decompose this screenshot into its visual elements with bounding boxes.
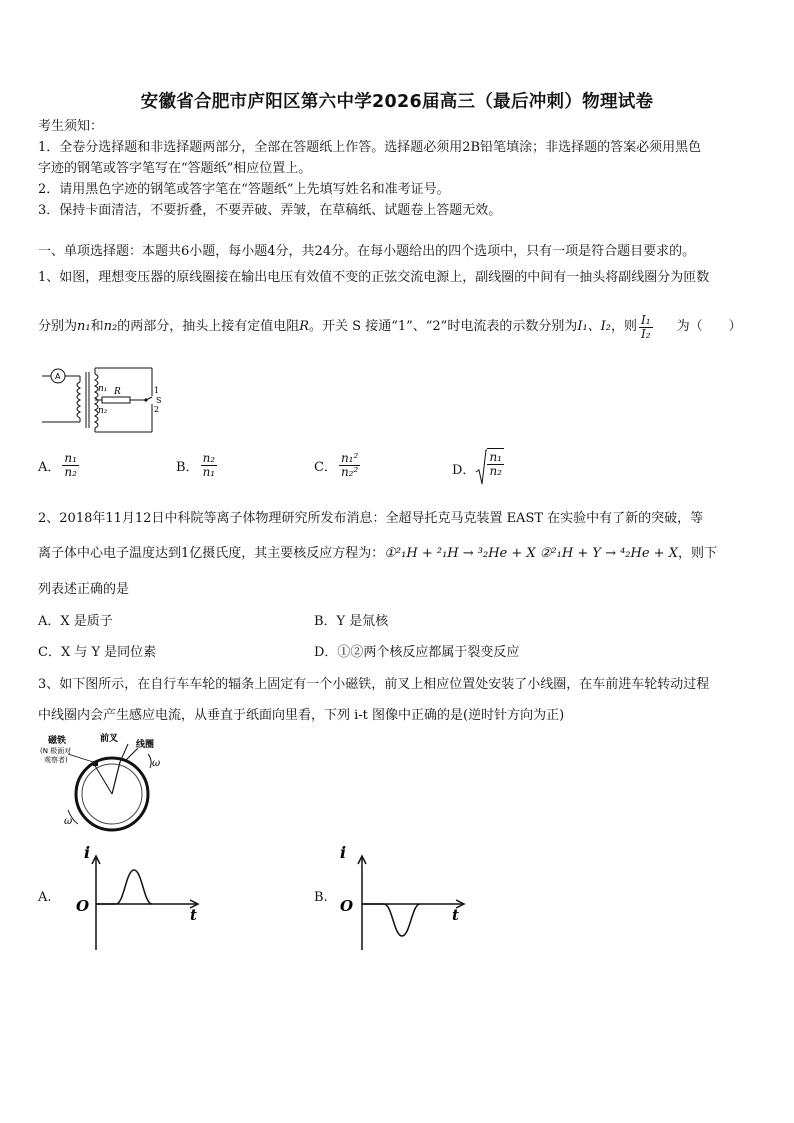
q2-text: ，则下 bbox=[677, 546, 717, 561]
ammeter-label: A bbox=[55, 372, 61, 381]
q2-option-c[interactable]: C．X 与 Y 是同位素 bbox=[38, 645, 157, 660]
omega-label: ω bbox=[152, 758, 161, 769]
q1-text: 分别为 bbox=[38, 319, 78, 334]
front-fork bbox=[112, 762, 120, 794]
transformer-circuit-figure bbox=[38, 360, 168, 435]
notice-item-3: 3．保持卡面清洁，不要折叠，不要弄破、弄皱，在草稿纸、试题卷上答题无效。 bbox=[38, 203, 502, 218]
q3-graph-b[interactable] bbox=[336, 842, 476, 952]
sqrt-expression bbox=[475, 448, 506, 488]
q2-stem-line1: 2、2018年11月12日中科院等离子体物理研究所发布消息：全超导托克马克装置 EAST 在实验中有了新的突破，等 bbox=[38, 511, 704, 526]
q2-option-b[interactable]: B．Y 是氚核 bbox=[314, 614, 389, 629]
option-num: n₁ bbox=[64, 451, 77, 465]
i-axis-label: i bbox=[340, 843, 347, 862]
switch-s-label: S bbox=[156, 396, 162, 405]
fork-label: 前叉 bbox=[100, 734, 119, 744]
option-den: n₁ bbox=[202, 465, 216, 479]
q1-option-c[interactable] bbox=[314, 452, 362, 479]
option-label: C． bbox=[314, 460, 337, 475]
q1-r: R bbox=[299, 319, 310, 334]
notice-heading: 考生须知： bbox=[38, 119, 104, 134]
q1-ratio-num: I₁ bbox=[641, 312, 651, 327]
q2-option-a[interactable]: A．X 是质子 bbox=[38, 614, 113, 629]
n1-label: n₁ bbox=[98, 384, 108, 394]
option-fraction bbox=[201, 452, 218, 479]
option-num: n₁² bbox=[340, 451, 359, 465]
notice-item-1-cont: 字迹的钢笔或答字笔写在“答题纸”相应位置上。 bbox=[38, 161, 312, 176]
reaction-equation-1: ①²₁H + ²₁H → ³₂He + X bbox=[384, 546, 536, 561]
origin-label: O bbox=[340, 897, 354, 915]
option-num: n₂ bbox=[202, 451, 216, 465]
q2-stem-line3: 列表述正确的是 bbox=[38, 582, 130, 597]
reaction-equation-2: ②²₁H + Y → ⁴₂He + X bbox=[539, 546, 678, 561]
q3-stem-line1: 3、如下图所示，在自行车车轮的辐条上固定有一个小磁铁，前叉上相应位置处安装了小线圈，在车前进车轮转动过程 bbox=[38, 677, 710, 692]
q1-stem-line2 bbox=[38, 310, 742, 344]
q1-blank: 为（ ） bbox=[676, 319, 742, 334]
bicycle-wheel-figure bbox=[38, 732, 178, 832]
current-pulse-positive bbox=[96, 870, 152, 904]
primary-coil bbox=[77, 382, 80, 418]
q2-text: 离子体中心电子温度达到1亿摄氏度，其主要核反应方程为： bbox=[38, 546, 385, 561]
rotation-arrow-icon bbox=[148, 754, 151, 768]
notice-item-1: 1．全卷分选择题和非选择题两部分，全部在答题纸上作答。选择题必须用2B铅笔填涂；非选择题的答案必须用黑色 bbox=[38, 140, 702, 155]
magnet-label: 磁铁 bbox=[48, 736, 67, 746]
notice-item-2: 2．请用黑色字迹的钢笔或答字笔在“答题纸”上先填写姓名和准考证号。 bbox=[38, 182, 450, 197]
q1-currents: I₁、I₂ bbox=[577, 319, 612, 334]
magnet-icon bbox=[93, 761, 98, 766]
t-axis-label: t bbox=[452, 906, 459, 924]
q1-text: 。开关 S 接通“1”、“2”时电流表的示数分别为 bbox=[309, 319, 578, 334]
q1-n1: n₁ bbox=[77, 319, 91, 334]
r-label: R bbox=[114, 387, 121, 397]
current-pulse-negative bbox=[362, 904, 420, 936]
q3-option-a-label[interactable]: A. bbox=[38, 890, 52, 905]
origin-label: O bbox=[76, 897, 90, 915]
q1-option-a[interactable] bbox=[38, 452, 81, 479]
resistor-r bbox=[102, 397, 130, 403]
option-den: n₂ bbox=[489, 464, 502, 478]
secondary-coil bbox=[95, 374, 98, 428]
terminal-2-label: 2 bbox=[154, 405, 160, 414]
q2-option-d[interactable]: D．①②两个核反应都属于裂变反应 bbox=[314, 645, 520, 660]
magnet-note-1: (N 极面对 bbox=[40, 747, 72, 755]
option-fraction bbox=[62, 452, 79, 479]
q3-graph-a[interactable] bbox=[70, 842, 210, 952]
sqrt-icon bbox=[475, 448, 487, 488]
q3-option-b-label[interactable]: B. bbox=[314, 890, 328, 905]
page-title: 安徽省合肥市庐阳区第六中学2026届高三（最后冲刺）物理试卷 bbox=[140, 92, 654, 112]
omega-label: ω bbox=[64, 816, 73, 827]
q1-stem-line1: 1、如图，理想变压器的原线圈接在输出电压有效值不变的正弦交流电源上，副线圈的中间有一抽头将副线圈分为匝数 bbox=[38, 270, 710, 285]
q1-text: ，则 bbox=[611, 319, 638, 334]
i-axis-label: i bbox=[84, 843, 91, 862]
q1-ratio-den: I₂ bbox=[641, 326, 651, 341]
option-label: A． bbox=[38, 460, 61, 475]
q1-option-b[interactable] bbox=[176, 452, 219, 479]
magnet-note-2: 观察者) bbox=[44, 756, 68, 764]
option-label: B． bbox=[176, 460, 199, 475]
option-label: D． bbox=[452, 462, 476, 478]
q1-option-d[interactable] bbox=[452, 448, 506, 488]
q2-stem-line2 bbox=[38, 546, 717, 562]
option-num: n₁ bbox=[489, 450, 502, 464]
q1-ratio bbox=[639, 314, 653, 341]
option-fraction bbox=[339, 452, 360, 479]
t-axis-label: t bbox=[190, 906, 197, 924]
section-heading: 一、单项选择题：本题共6小题，每小题4分，共24分。在每小题给出的四个选项中，只有一项是符合题目要求的。 bbox=[38, 244, 696, 259]
n2-label: n₂ bbox=[98, 406, 108, 416]
coil-label: 线圈 bbox=[136, 740, 155, 750]
q3-stem-line2: 中线圈内会产生感应电流，从垂直于纸面向里看，下列 i-t 图像中正确的是(逆时针方向为正) bbox=[38, 708, 565, 723]
option-den: n₂ bbox=[64, 465, 77, 479]
q1-n2: n₂ bbox=[103, 319, 118, 334]
option-den: n₂² bbox=[340, 465, 359, 479]
q1-text: 的两部分，抽头上接有定值电阻 bbox=[117, 319, 300, 334]
spoke bbox=[94, 764, 112, 794]
terminal-1-label: 1 bbox=[154, 386, 160, 395]
q1-text: 和 bbox=[90, 319, 104, 334]
option-fraction bbox=[487, 448, 504, 488]
